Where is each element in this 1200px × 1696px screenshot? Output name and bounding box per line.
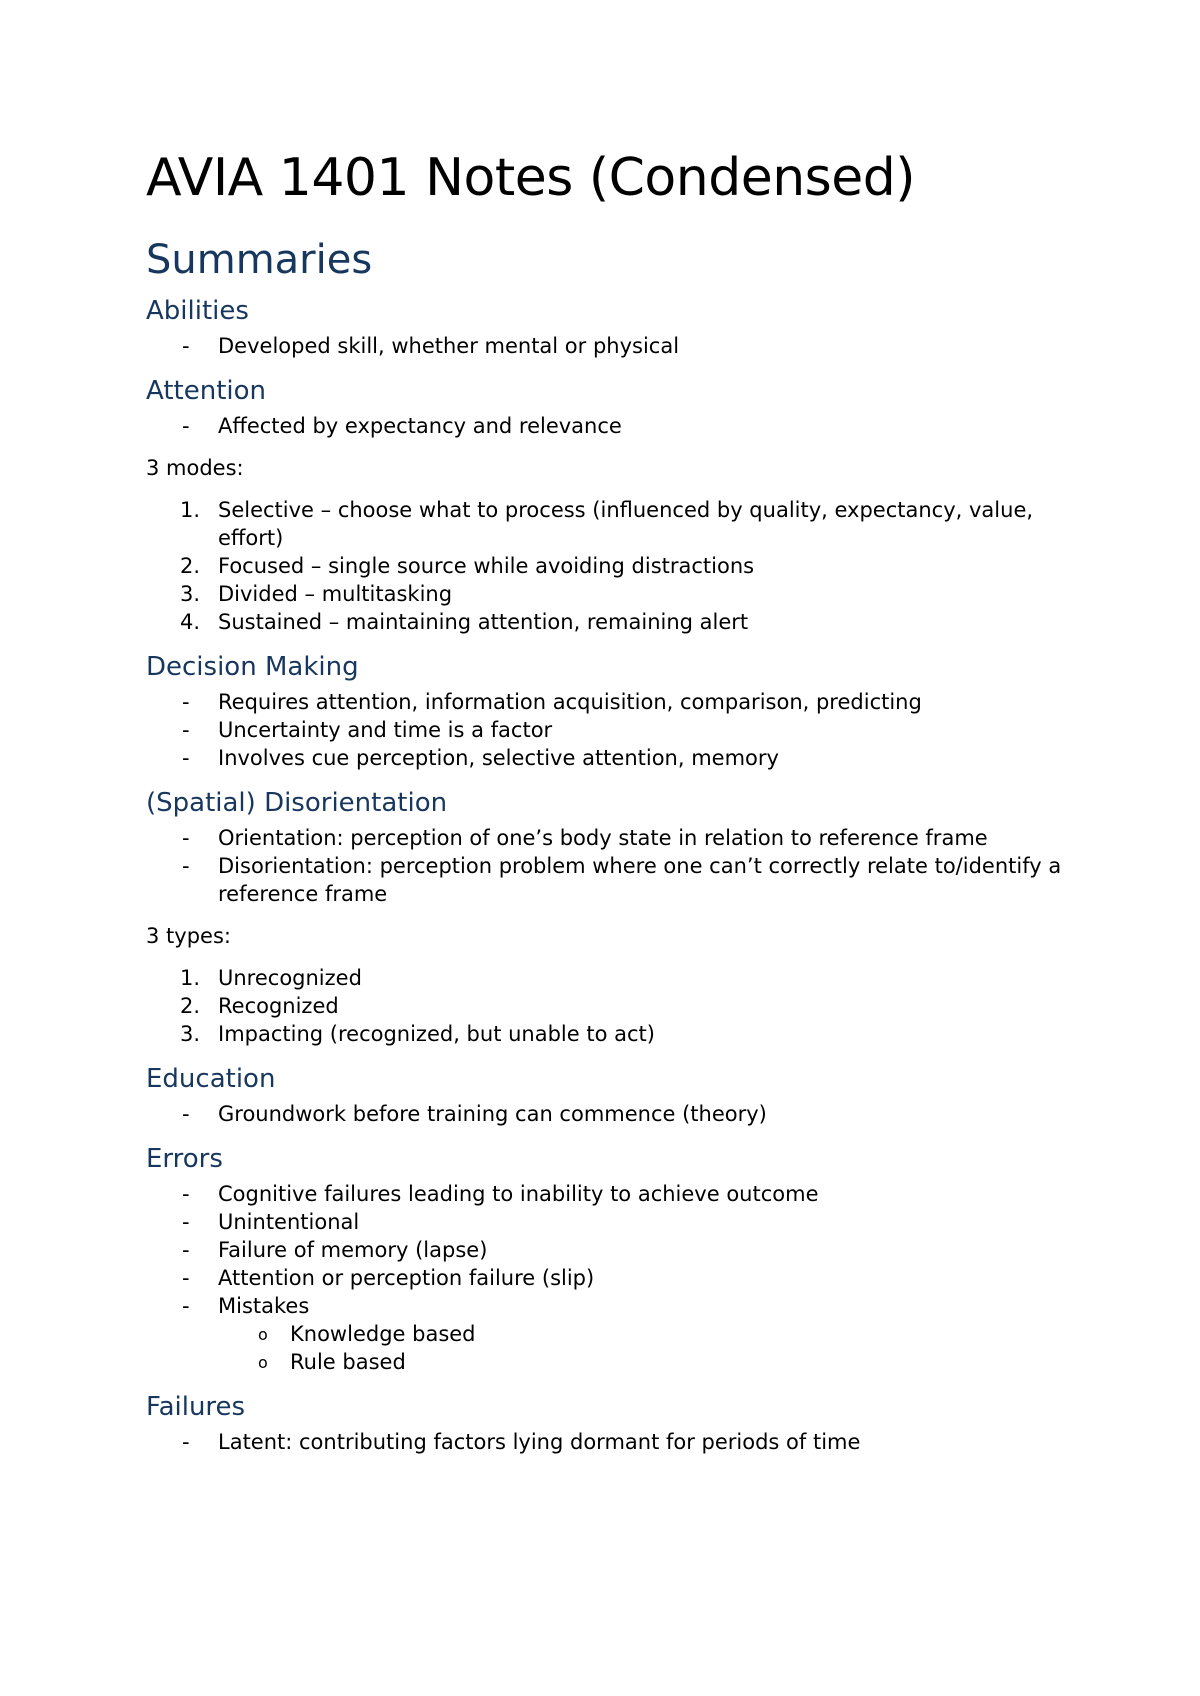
list-item: - Failure of memory (lapse) bbox=[182, 1238, 488, 1262]
dash-marker: - bbox=[182, 1266, 190, 1290]
number-marker: 2. bbox=[180, 994, 201, 1018]
number-marker: 1. bbox=[180, 498, 201, 522]
errors-list bbox=[146, 1180, 1066, 1320]
list-item: 3. Divided – multitasking bbox=[180, 582, 453, 606]
list-item: - Attention or perception failure (slip) bbox=[182, 1266, 595, 1290]
dash-marker: - bbox=[182, 826, 190, 850]
list-item: - Orientation: perception of one’s body state in relation to reference frame bbox=[182, 826, 988, 850]
number-marker: 4. bbox=[180, 610, 201, 634]
list-item: - Disorientation: perception problem where one can’t correctly relate to/identify a reference frame bbox=[182, 854, 1062, 906]
section-attention bbox=[146, 374, 1066, 636]
list-item: 2. Focused – single source while avoiding distractions bbox=[180, 554, 755, 578]
list-item: o Knowledge based bbox=[146, 1320, 1066, 1348]
dash-marker: - bbox=[182, 1102, 190, 1126]
list-item: - Uncertainty and time is a factor bbox=[182, 718, 553, 742]
number-marker: 3. bbox=[180, 1022, 201, 1046]
errors-heading: Errors bbox=[146, 1144, 223, 1174]
modes-label: 3 modes: bbox=[146, 456, 244, 480]
section-errors bbox=[146, 1142, 1066, 1376]
number-marker: 1. bbox=[180, 966, 201, 990]
section-education bbox=[146, 1062, 1066, 1128]
types-list bbox=[146, 964, 1066, 1048]
list-item: - Affected by expectancy and relevance bbox=[182, 414, 622, 438]
dash-marker: - bbox=[182, 746, 190, 770]
disorientation-list bbox=[146, 824, 1066, 908]
dash-marker: - bbox=[182, 1182, 190, 1206]
modes-list bbox=[146, 496, 1066, 636]
circle-bullet-icon: o bbox=[258, 1325, 268, 1344]
education-heading: Education bbox=[146, 1064, 276, 1094]
types-label: 3 types: bbox=[146, 924, 231, 948]
disorientation-heading: (Spatial) Disorientation bbox=[146, 788, 448, 818]
list-item: 1. Selective – choose what to process (influenced by quality, expectancy, value, effort) bbox=[180, 498, 1034, 550]
list-item: o Rule based bbox=[146, 1348, 1066, 1376]
section-disorientation bbox=[146, 786, 1066, 1048]
list-item: - Unintentional bbox=[182, 1210, 360, 1234]
dash-marker: - bbox=[182, 414, 190, 438]
document-page bbox=[146, 148, 1066, 1456]
list-item: - Groundwork before training can commence (theory) bbox=[182, 1102, 767, 1126]
list-item: 1. Unrecognized bbox=[180, 966, 362, 990]
list-item: - Latent: contributing factors lying dormant for periods of time bbox=[182, 1430, 861, 1454]
decision-making-list bbox=[146, 688, 1066, 772]
list-item: - Developed skill, whether mental or physical bbox=[182, 334, 680, 358]
list-item: - Requires attention, information acquisition, comparison, predicting bbox=[182, 690, 922, 714]
abilities-heading: Abilities bbox=[146, 296, 249, 326]
number-marker: 2. bbox=[180, 554, 201, 578]
list-item: 2. Recognized bbox=[180, 994, 339, 1018]
summaries-heading: Summaries bbox=[146, 237, 373, 283]
section-abilities bbox=[146, 294, 1066, 360]
list-item: 3. Impacting (recognized, but unable to act) bbox=[180, 1022, 655, 1046]
dash-marker: - bbox=[182, 1210, 190, 1234]
number-marker: 3. bbox=[180, 582, 201, 606]
dash-marker: - bbox=[182, 1238, 190, 1262]
failures-list bbox=[146, 1428, 1066, 1456]
list-item: - Mistakes bbox=[182, 1294, 310, 1318]
section-decision-making bbox=[146, 650, 1066, 772]
dash-marker: - bbox=[182, 718, 190, 742]
decision-making-heading: Decision Making bbox=[146, 652, 359, 682]
education-list bbox=[146, 1100, 1066, 1128]
attention-list bbox=[146, 412, 1066, 440]
dash-marker: - bbox=[182, 1294, 190, 1318]
dash-marker: - bbox=[182, 854, 190, 878]
attention-heading: Attention bbox=[146, 376, 266, 406]
abilities-list bbox=[146, 332, 1066, 360]
mistakes-sublist bbox=[146, 1320, 1066, 1376]
list-item: - Cognitive failures leading to inability to achieve outcome bbox=[182, 1182, 819, 1206]
list-item: 4. Sustained – maintaining attention, remaining alert bbox=[180, 610, 749, 634]
circle-bullet-icon: o bbox=[258, 1353, 268, 1372]
failures-heading: Failures bbox=[146, 1392, 246, 1422]
dash-marker: - bbox=[182, 690, 190, 714]
document-title: AVIA 1401 Notes (Condensed) bbox=[146, 148, 916, 208]
dash-marker: - bbox=[182, 1430, 190, 1454]
section-failures bbox=[146, 1390, 1066, 1456]
dash-marker: - bbox=[182, 334, 190, 358]
list-item: - Involves cue perception, selective attention, memory bbox=[182, 746, 779, 770]
